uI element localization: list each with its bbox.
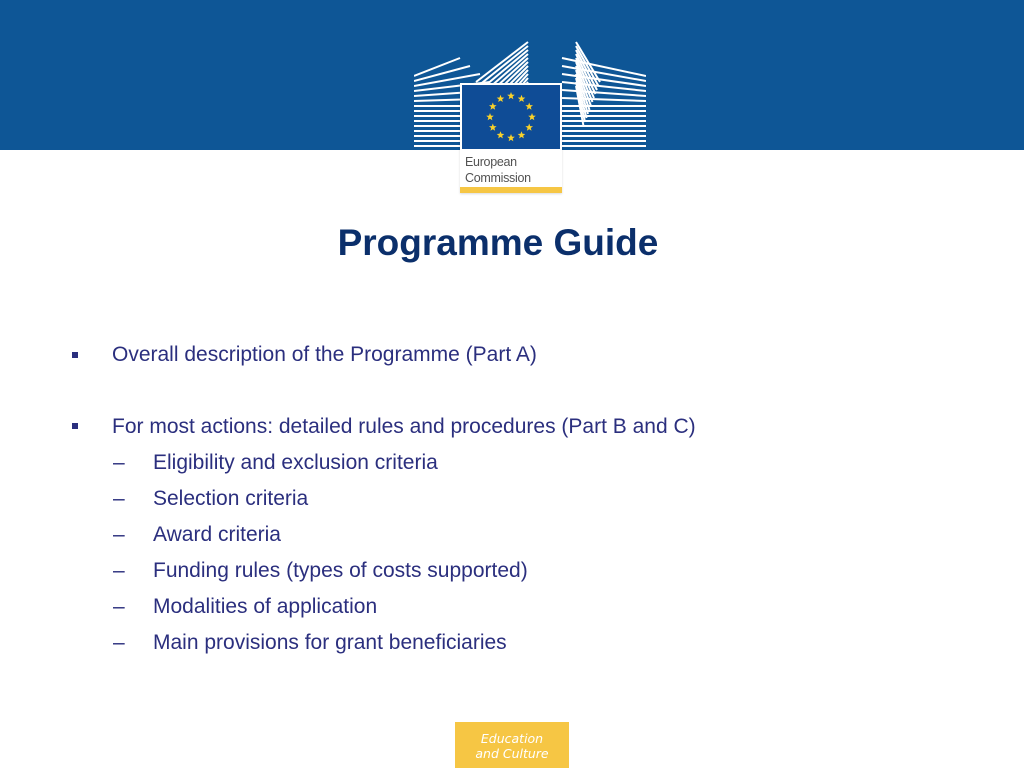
education-culture-badge: [455, 722, 569, 768]
logo-line-european: European: [465, 155, 517, 169]
bullet-square-icon: [72, 352, 78, 358]
dash-marker: –: [113, 523, 125, 546]
bullet-square-icon: [72, 423, 78, 429]
logo-line-commission: Commission: [465, 171, 531, 185]
sub-item: Award criteria: [153, 523, 281, 546]
sub-item: Eligibility and exclusion criteria: [153, 451, 438, 474]
dash-marker: –: [113, 631, 125, 654]
sub-item: Funding rules (types of costs supported): [153, 559, 528, 582]
sub-item: Selection criteria: [153, 487, 309, 510]
dash-marker: –: [113, 451, 125, 474]
dash-marker: –: [113, 559, 125, 582]
page-title: Programme Guide: [337, 222, 659, 263]
sub-item: Modalities of application: [153, 595, 378, 618]
sub-item: Main provisions for grant beneficiaries: [153, 631, 507, 654]
bullet-item: For most actions: detailed rules and procedures (Part B and C): [112, 415, 696, 438]
dash-marker: –: [113, 487, 125, 510]
footer-line-culture: and Culture: [475, 746, 549, 761]
bullet-item: Overall description of the Programme (Part A): [112, 343, 537, 366]
dash-marker: –: [113, 595, 125, 618]
footer-line-education: Education: [480, 731, 544, 746]
